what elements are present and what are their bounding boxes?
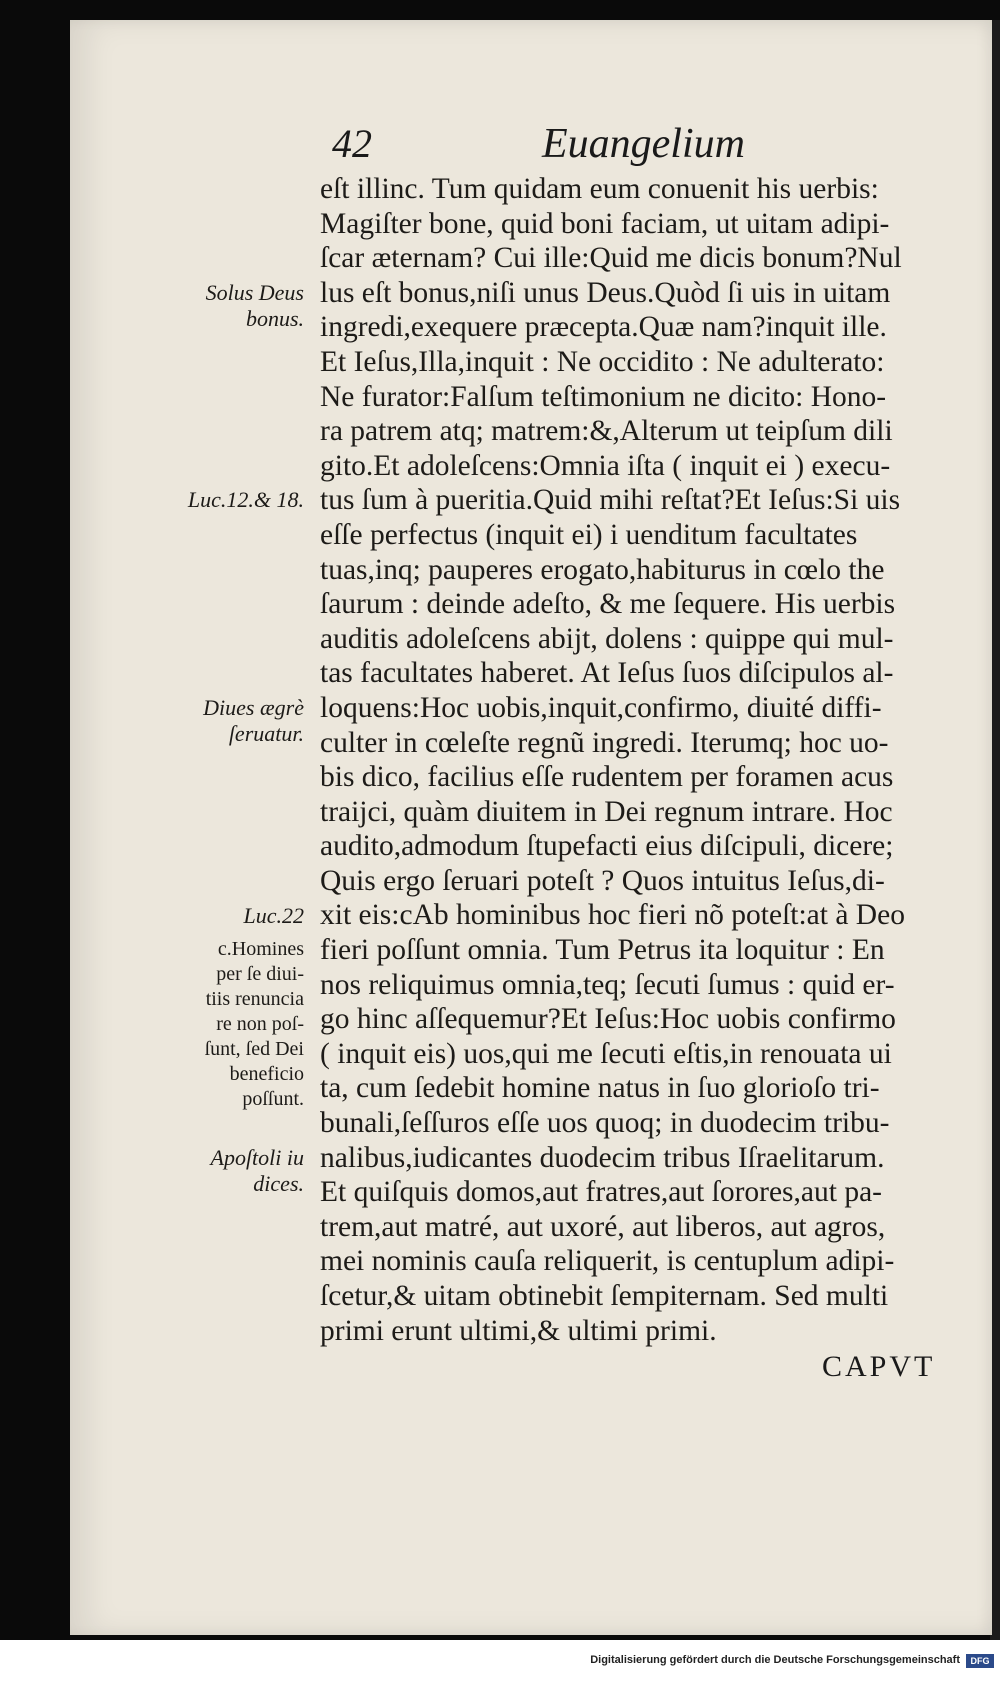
- text-line: go hinc aſſequemur?Et Ieſus:Hoc uobis confirmo: [320, 1003, 896, 1036]
- margin-note: Apoſtoli iu dices.: [210, 1144, 304, 1196]
- text-line: Magiſter bone, quid boni faciam, ut uitam adipi-: [320, 207, 890, 240]
- text-line: nos reliquimus omnia,teq; ſecuti ſumus : quid er-: [320, 968, 895, 1001]
- text-line: traijci, quàm diuitem in Dei regnum intrare. Hoc: [320, 795, 893, 828]
- main-text: [320, 172, 962, 1348]
- text-line: lus eſt bonus,niſi unus Deus.Quòd ſi uis in uitam: [320, 276, 891, 309]
- text-line: tuas,inq; pauperes erogato,habiturus in cœlo the: [320, 553, 885, 586]
- text-line: ( inquit eis) uos,qui me ſecuti eſtis,in renouata ui: [320, 1037, 892, 1070]
- text-line: Ne furator:Falſum teſtimonium ne dicito: Hono-: [320, 380, 887, 413]
- margin-note: Luc.22: [243, 902, 304, 928]
- running-title: Euangelium: [542, 121, 745, 167]
- text-line: auditis adoleſcens abijt, dolens : quippe qui mul-: [320, 622, 894, 655]
- text-line: xit eis:cAb hominibus hoc fieri nõ poteſt:at à Deo: [320, 899, 905, 932]
- text-line: primi erunt ultimi,& ultimi primi.: [320, 1314, 717, 1347]
- dfg-logo: DFG: [966, 1654, 994, 1668]
- text-line: culter in cœleſte regnũ ingredi. Iterumq; hoc uo-: [320, 726, 889, 759]
- page-number: 42: [332, 121, 372, 166]
- text-line: tas facultates haberet. At Ieſus ſuos diſcipulos al-: [320, 657, 894, 690]
- text-line: ſcar æternam? Cui ille:Quid me dicis bonum?Nul: [320, 242, 902, 275]
- text-line: audito,admodum ſtupefacti eius diſcipuli, dicere;: [320, 830, 894, 863]
- text-line: tus ſum à pueritia.Quid mihi reſtat?Et Ieſus:Si uis: [320, 484, 901, 517]
- text-line: bis dico, facilius eſſe rudentem per foramen acus: [320, 761, 894, 794]
- margin-note: Diues ægrè ſeruatur.: [203, 695, 304, 746]
- text-line: eſt illinc. Tum quidam eum conuenit his uerbis:: [320, 173, 879, 205]
- text-line: Quis ergo ſeruari poteſt ? Quos intuitus Ieſus,di-: [320, 864, 885, 897]
- margin-note: c.Homines per ſe diui- tiis renuncia re non poſ- ſunt, ſed Dei beneficio poſſunt.: [204, 938, 304, 1111]
- text-line: eſſe perfectus (inquit ei) i uenditum facultates: [320, 518, 858, 551]
- footer: [0, 1652, 1000, 1680]
- text-line: loquens:Hoc uobis,inquit,confirmo, diuité diffi-: [320, 691, 882, 724]
- text-line: ta, cum ſedebit homine natus in ſuo glorioſo tri-: [320, 1072, 880, 1105]
- text-line: Et Ieſus,Illa,inquit : Ne occidito : Ne adulterato:: [320, 345, 885, 378]
- text-line: nalibus,iudicantes duodecim tribus Iſraelitarum.: [320, 1141, 885, 1174]
- page-header: [70, 120, 992, 180]
- footer-credit: Digitalisierung gefördert durch die Deutsche Forschungsgemeinschaft: [590, 1654, 960, 1666]
- text-line: Et quiſquis domos,aut fratres,aut ſorores,aut pa-: [320, 1176, 882, 1209]
- text-line: bunali,ſeſſuros eſſe uos quoq; in duodecim tribu-: [320, 1107, 890, 1140]
- text-line: fieri poſſunt omnia. Tum Petrus ita loquitur : En: [320, 934, 885, 967]
- margin-note: Solus Deus bonus.: [205, 279, 304, 331]
- text-line: gito.Et adoleſcens:Omnia iſta ( inquit ei ) execu-: [320, 449, 891, 482]
- text-line: ſaurum : deinde adeſto, & me ſequere. His uerbis: [320, 588, 896, 621]
- text-line: ingredi,exequere præcepta.Quæ nam?inquit ille.: [320, 311, 887, 344]
- catchword: CAPVT: [822, 1350, 936, 1383]
- margin-note: Luc.12.& 18.: [187, 487, 304, 513]
- text-line: ſcetur,& uitam obtinebit ſempiternam. Sed multi: [320, 1280, 889, 1312]
- text-line: ra patrem atq; matrem:&,Alterum ut teipſum dili: [320, 415, 893, 448]
- text-line: trem,aut matré, aut uxoré, aut liberos, aut agros,: [320, 1210, 886, 1243]
- text-line: mei nominis cauſa reliquerit, is centuplum adipi-: [320, 1245, 895, 1278]
- book-page: [70, 20, 992, 1635]
